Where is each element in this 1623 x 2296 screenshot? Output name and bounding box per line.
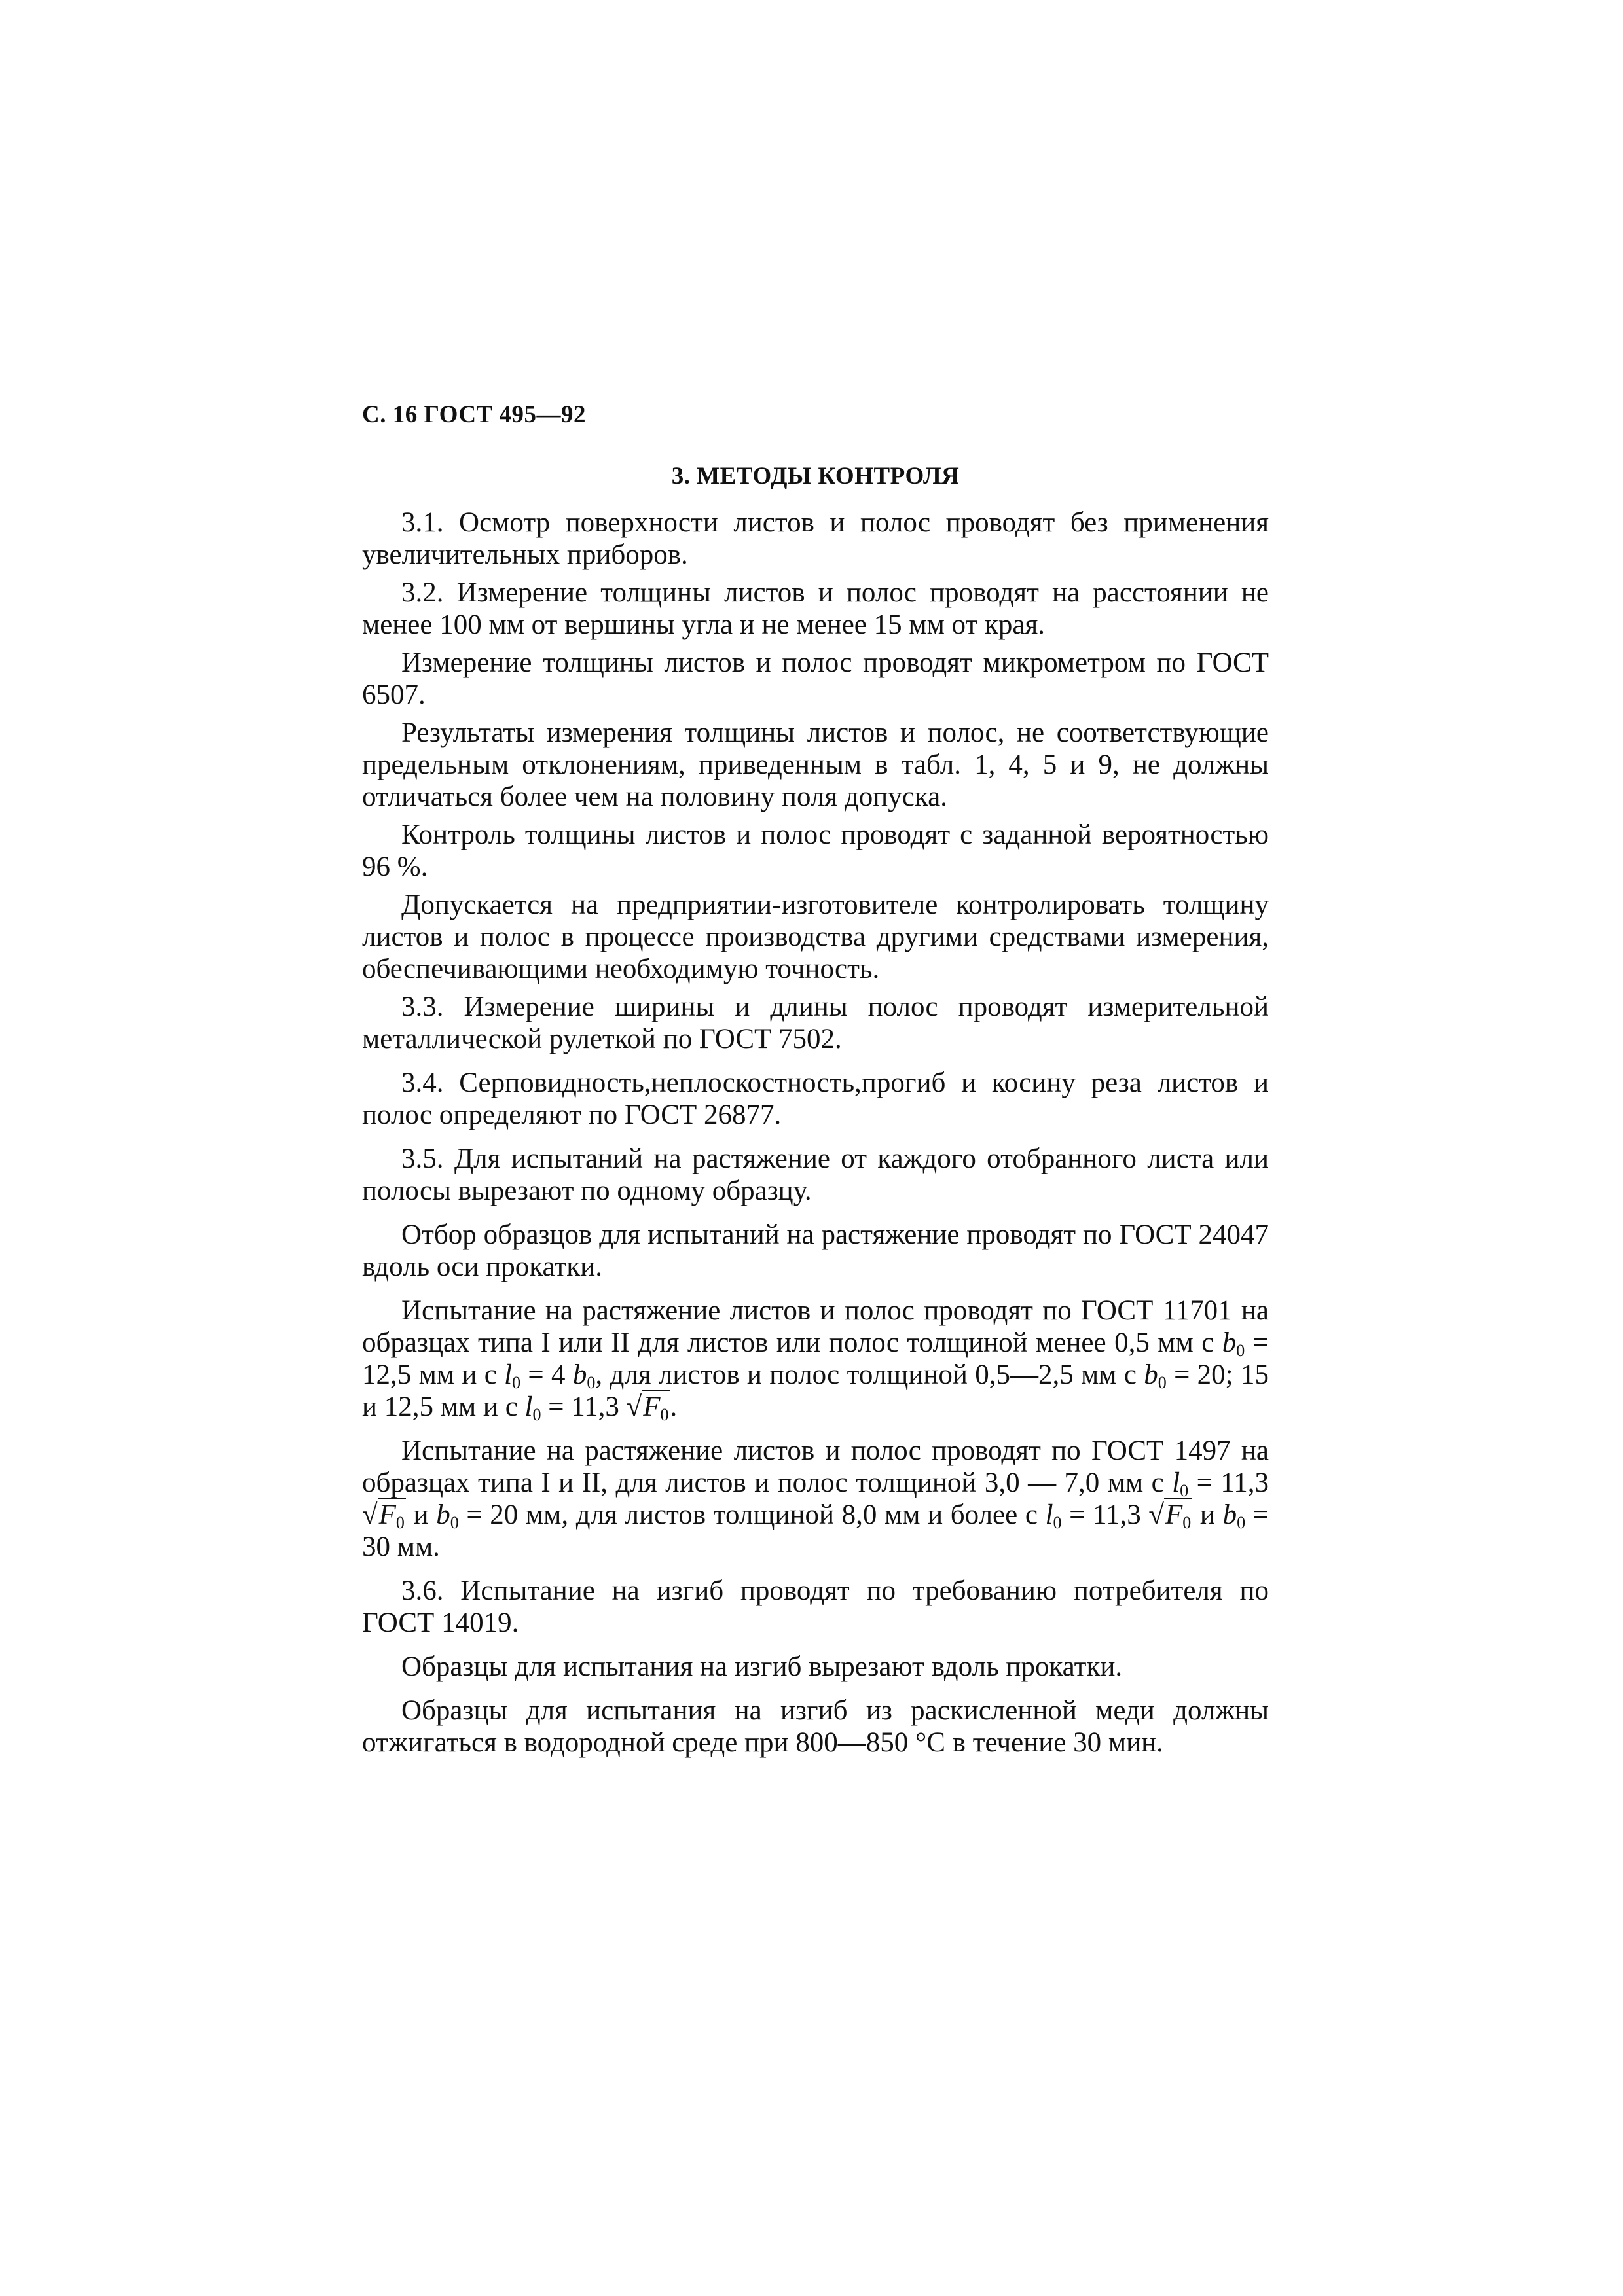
formula-b0: $b_0$ <box>572 1359 596 1392</box>
section-title: 3. МЕТОДЫ КОНТРОЛЯ <box>671 463 960 490</box>
formula-sqrt-f0: $√F_0$ <box>1148 1499 1192 1532</box>
formula-b0: $b_0$ <box>1222 1499 1246 1532</box>
paragraph-3-6-anneal: Образцы для испытания на изгиб из раскисленной меди должны отжигаться в водородной среде при 800—850 °С в течение 30 мин. <box>362 1695 1269 1758</box>
formula-b0: $b_0$ <box>1222 1327 1245 1360</box>
paragraph-3-4: 3.4. Серповидность,неплоскостность,прогиб и косину реза листов и полос определяют по ГОСТ 26877. <box>362 1067 1269 1130</box>
paragraph-3-5: 3.5. Для испытаний на растяжение от каждого отобранного листа или полосы вырезают по одному образцу. <box>362 1143 1269 1206</box>
paragraph-3-2-permitted: Допускается на предприятии-изготовителе контролировать толщину листов и полос в процессе производства другими средствами измерения, обеспечивающими необходимую точность. <box>362 889 1269 984</box>
paragraph-3-5-test-gost-11701: Испытание на растяжение листов и полос проводят по ГОСТ 11701 на образцах типа I или II для листов или полос толщиной менее 0,5 мм с $b_0 = 12,5$ мм и с $l_0 = 4$ $b_0$, для листов и полос толщиной 0,5—2,5 мм с $b_0 = 20$; 15 и 12,5 мм и с $l_0 = 11,3$ $√F_0$. <box>362 1295 1269 1424</box>
paragraph-3-2-probability: Контроль толщины листов и полос проводят с заданной вероятностью 96 %. <box>362 819 1269 882</box>
paragraph-3-1: 3.1. Осмотр поверхности листов и полос проводят без применения увеличительных приборов. <box>362 507 1269 570</box>
paragraph-3-6-cut: Образцы для испытания на изгиб вырезают вдоль прокатки. <box>401 1651 1123 1682</box>
paragraph-3-5-test-gost-1497: Испытание на растяжение листов и полос проводят по ГОСТ 1497 на образцах типа I и II, для листов и полос толщиной 3,0 — 7,0 мм с $l_0 = 11,3$ $√F_0$ и $b_0 = 20$ мм, для листов толщиной 8,0 мм и более с $l_0 = 11,3$ $√F_0$ и $b_0 = 30$ мм. <box>362 1435 1269 1562</box>
formula-sqrt-f0: $√F_0$ <box>362 1499 405 1532</box>
formula-l0: $l_0$ <box>1045 1499 1062 1532</box>
formula-l0: $l_0$ <box>504 1359 521 1392</box>
page-header: С. 16 ГОСТ 495—92 <box>362 401 586 428</box>
formula-b0: $b_0$ <box>436 1499 459 1532</box>
paragraph-3-6: 3.6. Испытание на изгиб проводят по требованию потребителя по ГОСТ 14019. <box>362 1575 1269 1638</box>
paragraph-3-5-sampling: Отбор образцов для испытаний на растяжение проводят по ГОСТ 24047 вдоль оси прокатки. <box>362 1219 1269 1282</box>
formula-sqrt-f0: $√F_0$ <box>626 1391 669 1424</box>
formula-b0: $b_0$ <box>1144 1359 1167 1392</box>
paragraph-3-2: 3.2. Измерение толщины листов и полос проводят на расстоянии не менее 100 мм от вершины угла и не менее 15 мм от края. <box>362 577 1269 640</box>
paragraph-3-3: 3.3. Измерение ширины и длины полос проводят измерительной металлической рулеткой по ГОСТ 7502. <box>362 992 1269 1054</box>
formula-l0: $l_0$ <box>524 1391 541 1424</box>
formula-l0: $l_0$ <box>1172 1467 1189 1500</box>
paragraph-3-2-micrometer: Измерение толщины листов и полос проводят микрометром по ГОСТ 6507. <box>362 647 1269 710</box>
document-body <box>362 507 1269 1765</box>
paragraph-3-2-results: Результаты измерения толщины листов и полос, не соответствующие предельным отклонениям, приведенным в табл. 1, 4, 5 и 9, не должны отличаться более чем на половину поля допуска. <box>362 717 1269 812</box>
